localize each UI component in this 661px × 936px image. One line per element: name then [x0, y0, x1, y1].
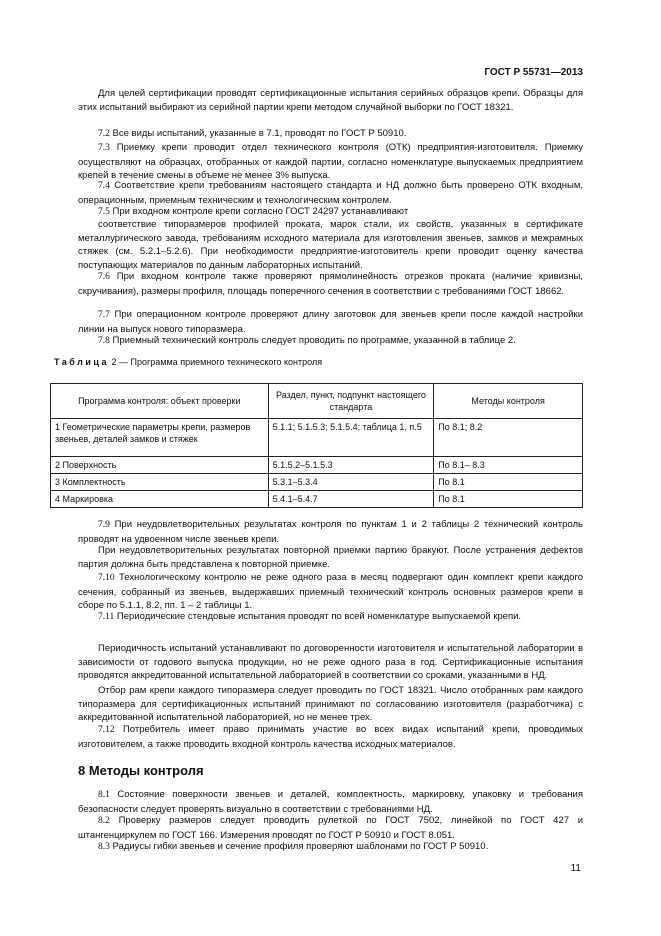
- table-row: [51, 491, 583, 508]
- paragraph-7-5-cont: соответствие типоразмеров профилей проката, марок стали, их свойств, указанных в сертификате металлургического завода, требованиям исходного материала для изготовления звеньев, замков и межрамных стяжек (см. 5.2.1–5.2.6). При необходимости предприятие-изготовитель крепи проводит оценку качества поступающих материалов по данным лабораторных испытаний.: [78, 219, 583, 271]
- table-cell: 5.4.1–5.4.7: [268, 491, 434, 508]
- paragraph-7-1-cont: Для целей сертификации проводят сертификационные испытания серийных образцов крепи. Образцы для этих испытаний выбирают из серийной партии крепи методом случайной выборки по ГОСТ 18321.: [78, 88, 583, 113]
- page-number: 11: [570, 863, 581, 874]
- paragraph-7-4: 7.4 Соответствие крепи требованиям настоящего стандарта и НД должно быть проверено ОТК входным, операционным, приемным техническим и технологическим контролем.: [78, 180, 584, 206]
- table-caption: Таблица 2 — Программа приемного технического контроля: [54, 357, 323, 367]
- paragraph-8-3: 8.3 Радиусы гибки звеньев и сечение профиля проверяют шаблонами по ГОСТ Р 50910.: [98, 841, 489, 852]
- table-cell: 5.1.5.2–5.1.5.3: [268, 457, 434, 474]
- paragraph-7-11-periodicity: Периодичность испытаний устанавливают по договоренности изготовителя и испытательной лаборатории в зависимости от годового выпуска продукции, но не реже одного раза в год. Сертификационные испытания проводятся аккредитованной испытательной лабораторией в соответствии со сроками, указанными в НД.: [78, 643, 583, 681]
- paragraph-7-9-cont: При неудовлетворительных результатах повторной приемки партию бракуют. После устранения дефектов партия должна быть представлена к повторной приемке.: [78, 545, 583, 570]
- paragraph-8-2: 8.2 Проверку размеров следует проводить рулеткой по ГОСТ 7502, линейкой по ГОСТ 427 и штангенциркулем по ГОСТ 166. Измерения проводят по ГОСТ Р 50910 и ГОСТ 8.051.: [78, 815, 584, 841]
- table-cell: 1 Геометрические параметры крепи, размеров звеньев, деталей замков и стяжек: [51, 419, 269, 457]
- paragraph-7-2: 7.2 Все виды испытаний, указанные в 7.1, проводят по ГОСТ Р 50910.: [98, 128, 407, 139]
- paragraph-7-7: 7.7 При операционном контроле проверяют длину заготовок для звеньев крепи после каждой настройки линии на выпуск нового типоразмера.: [78, 309, 584, 335]
- paragraph-7-12: 7.12 Потребитель имеет право принимать участие во всех видах испытаний крепи, проводимых изготовителем, а также проводить входной контроль качества исходных материалов.: [78, 724, 584, 750]
- table-cell: 5.1.1; 5.1.5.3; 5.1.5.4; таблица 1, п.5: [268, 419, 434, 457]
- table-row: [51, 419, 583, 457]
- paragraph-7-6: 7.6 При входном контроле также проверяют прямолинейность отрезков проката (наличие кривизны, скручивания), размеры профиля, площадь поперечного сечения в соответствии с требованиями ГОСТ 18662.: [78, 271, 584, 297]
- table-cell: 3 Комплектность: [51, 474, 269, 491]
- paragraph-7-8: 7.8 Приемный технический контроль следует проводить по программе, указанной в таблице 2.: [98, 335, 516, 346]
- paragraph-7-11: 7.11 Периодические стендовые испытания проводят по всей номенклатуре выпускаемой крепи.: [98, 611, 522, 622]
- section-8-heading: 8 Методы контроля: [78, 763, 204, 778]
- document-code: ГОСТ Р 55731—2013: [484, 67, 583, 78]
- table-cell: 4 Маркировка: [51, 491, 269, 508]
- paragraph-7-3: 7.3 Приемку крепи проводит отдел технического контроля (ОТК) предприятия-изготовителя. Приемку осуществляют на образцах, отобранных от каждой партии, согласно номенклатуре выпускаемых предприятием крепей в течение смены в объеме не менее 3% выпуска.: [78, 142, 583, 181]
- paragraph-8-1: 8.1 Состояние поверхности звеньев и деталей, комплектность, маркировку, упаковку и требования безопасности следует проверять визуально в соответствии с требованиями НД.: [78, 789, 583, 815]
- table-header-cell: Программа контроля: объект проверки: [51, 384, 269, 419]
- table-header-cell: Методы контроля: [434, 384, 583, 419]
- table-cell: По 8.1: [434, 474, 583, 491]
- table-cell: 5.3.1–5.3.4: [268, 474, 434, 491]
- table-row: [51, 474, 583, 491]
- table-cell: По 8.1– 8.3: [434, 457, 583, 474]
- table-header-row: [51, 384, 583, 419]
- paragraph-7-11-selection: Отбор рам крепи каждого типоразмера следует проводить по ГОСТ 18321. Число отобранных рам каждого типоразмера для сертификационных испытаний принимают по согласованию изготовителя (разработчика) с аккредитованной испытательной лабораторией, но не менее трех.: [78, 685, 583, 723]
- paragraph-7-10: 7.10 Технологическому контролю не реже одного раза в месяц подвергают один комплект крепи каждого сечения, собранный из звеньев, выдержавших приемный технический контроль основных размеров крепи в сборе по 5.1.1, 8.2, пп. 1 – 2 таблицы 1.: [78, 572, 584, 611]
- table-row: [51, 457, 583, 474]
- table-cell: 2 Поверхность: [51, 457, 269, 474]
- control-program-table: [50, 383, 583, 508]
- paragraph-7-5: 7.5 При входном контроле крепи согласно ГОСТ 24297 устанавливают: [98, 206, 409, 217]
- paragraph-7-9: 7.9 При неудовлетворительных результатах контроля по пунктам 1 и 2 таблицы 2 технический контроль проводят на удвоенном числе звеньев крепи.: [78, 519, 584, 545]
- table-cell: По 8.1: [434, 491, 583, 508]
- table-cell: По 8.1; 8.2: [434, 419, 583, 457]
- table-header-cell: Раздел, пункт, подпункт настоящего стандарта: [268, 384, 434, 419]
